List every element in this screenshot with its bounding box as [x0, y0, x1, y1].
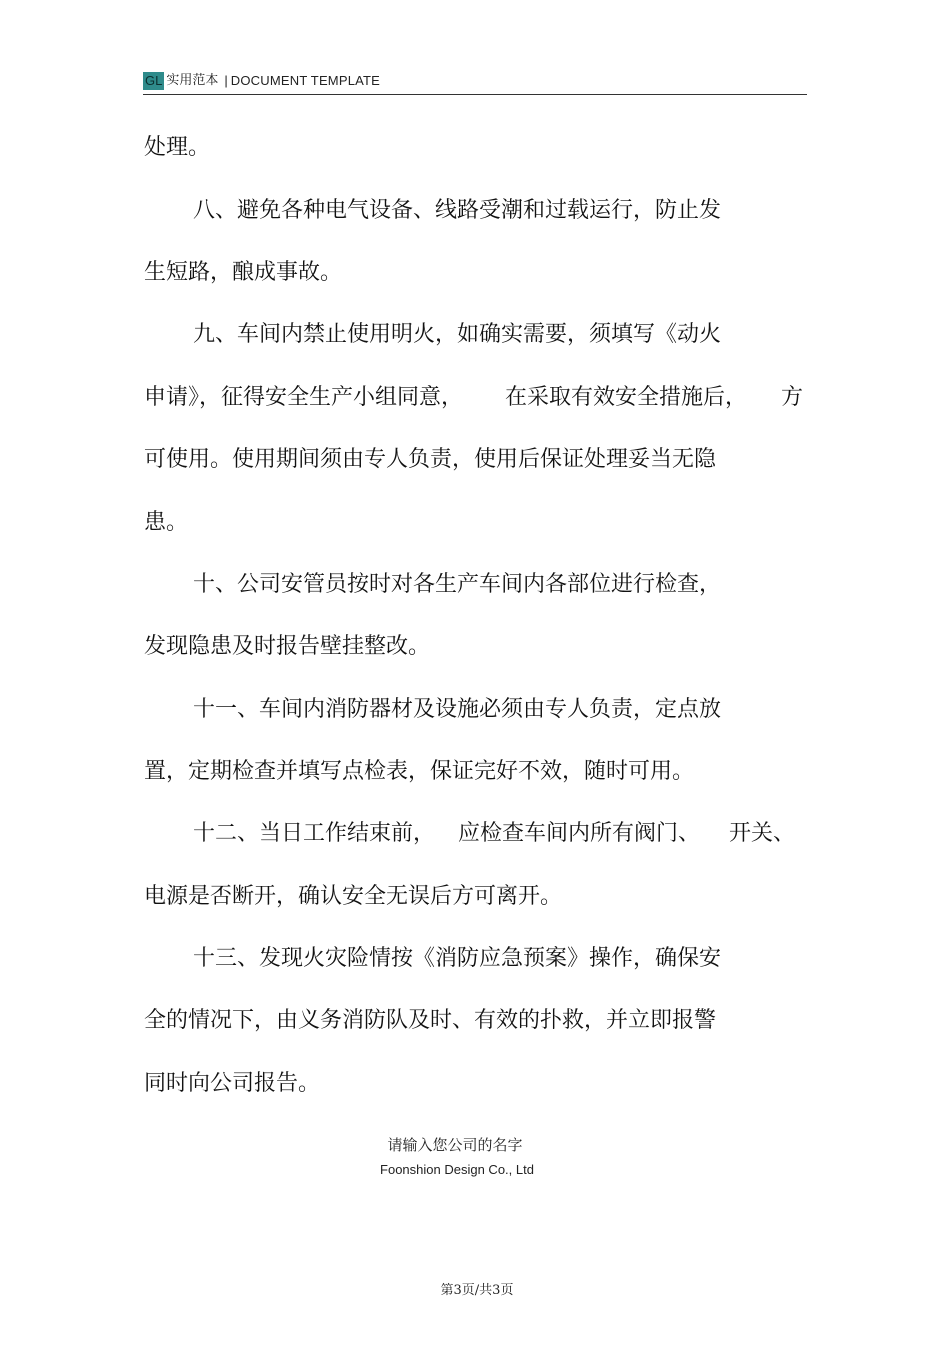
body-line: 八、避免各种电气设备、线路受潮和过载运行，防止发: [193, 198, 722, 223]
page-number: 第3页/共3页: [440, 1283, 514, 1298]
body-line: 申请》，征得安全生产小组同意，: [144, 385, 464, 410]
company-name-placeholder: 请输入您公司的名字: [387, 1136, 523, 1154]
body-line: 十、公司安管员按时对各生产车间内各部位进行检查，: [193, 572, 722, 597]
gl-logo: GL: [145, 73, 163, 88]
body-line: 同时向公司报告。: [144, 1071, 321, 1096]
body-line: 开关、: [729, 821, 796, 846]
header-subtitle: DOCUMENT TEMPLATE: [230, 73, 381, 88]
header-title: 实用范本: [166, 73, 219, 88]
body-line: 十三、发现火灾险情按《消防应急预案》操作，确保安: [193, 946, 722, 971]
body-line: 九、车间内禁止使用明火，如确实需要，须填写《动火: [193, 322, 722, 347]
body-line: 生短路，酿成事故。: [144, 260, 343, 285]
header-separator: |: [224, 73, 228, 88]
document-header: [143, 68, 807, 95]
body-line: 十一、车间内消防器材及设施必须由专人负责，定点放: [193, 697, 722, 722]
body-line: 置，定期检查并填写点检表，保证完好不效，随时可用。: [144, 759, 695, 784]
body-line: 应检查车间内所有阀门、: [458, 821, 701, 846]
company-name-english: Foonshion Design Co., Ltd: [380, 1162, 534, 1177]
body-line: 处理。: [144, 135, 211, 160]
body-line: 方: [781, 385, 804, 410]
body-line: 全的情况下，由义务消防队及时、有效的扑救，并立即报警: [144, 1008, 717, 1033]
body-line: 在采取有效安全措施后，: [505, 385, 748, 410]
body-line: 发现隐患及时报告壁挂整改。: [144, 634, 431, 659]
body-line: 患。: [144, 510, 189, 535]
body-line: 可使用。使用期间须由专人负责，使用后保证处理妥当无隐: [144, 447, 717, 472]
body-line: 十二、当日工作结束前，: [193, 821, 436, 846]
body-line: 电源是否断开，确认安全无误后方可离开。: [144, 884, 563, 909]
